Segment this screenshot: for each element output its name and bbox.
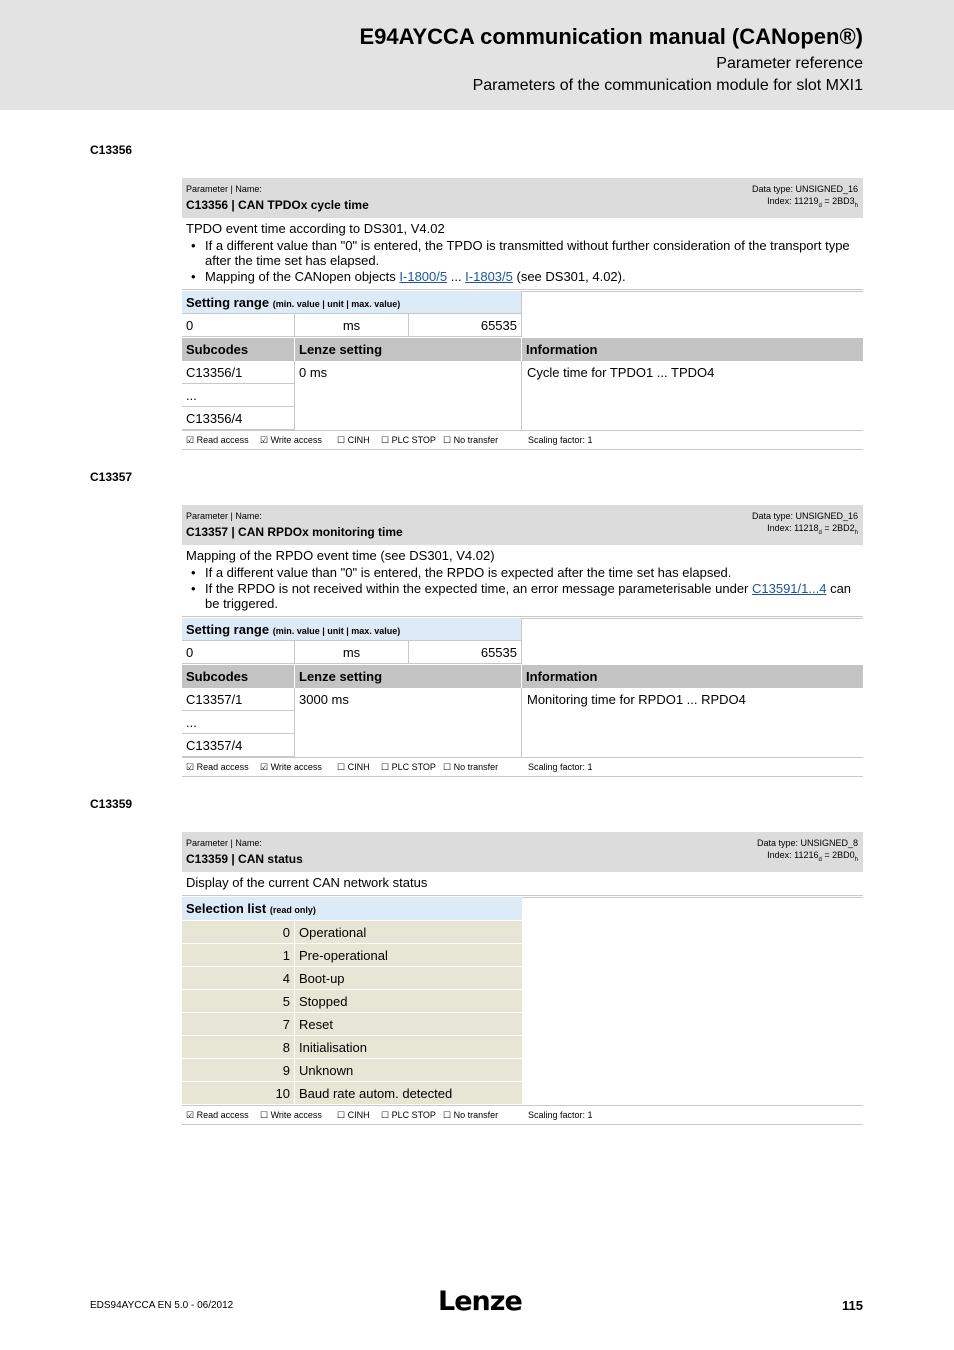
section-label-c13357: C13357 xyxy=(90,470,133,484)
description-text: TPDO event time according to DS301, V4.02 xyxy=(186,221,445,236)
read-access: ☑ Read access xyxy=(186,762,249,772)
write-access: ☐ Write access xyxy=(260,1110,322,1120)
param-title: C13356 | CAN TPDOx cycle time xyxy=(186,198,369,212)
setting-range-header: Setting range (min. value | unit | max. value) xyxy=(182,291,522,314)
data-type: Data type: UNSIGNED_8 xyxy=(756,838,858,848)
subcode-last: C13356/4 xyxy=(182,407,295,430)
selection-list-header: Selection list (read only) xyxy=(182,897,522,921)
no-transfer: ☐ No transfer xyxy=(443,762,499,772)
access-footer xyxy=(182,1105,863,1125)
plc-stop: ☐ PLC STOP xyxy=(381,762,436,772)
param-header xyxy=(182,832,863,872)
access-footer xyxy=(182,430,863,450)
col-information: Information xyxy=(526,669,598,684)
no-transfer: ☐ No transfer xyxy=(443,1110,499,1120)
read-access: ☑ Read access xyxy=(186,435,249,445)
subcodes-header xyxy=(182,665,863,688)
write-access: ☑ Write access xyxy=(260,762,322,772)
selection-item: 4 Boot-up xyxy=(182,967,522,990)
param-index: Index: $11219_d = 2BD3_h$ xyxy=(767,196,858,209)
setting-range-values xyxy=(182,314,863,338)
subcodes-body xyxy=(182,361,863,430)
param-block-c13356 xyxy=(182,178,863,450)
section-label-c13359: C13359 xyxy=(90,797,133,811)
manual-title: E94AYCCA communication manual (CANopen®) xyxy=(359,24,863,49)
read-access: ☑ Read access xyxy=(186,1110,249,1120)
selection-list xyxy=(182,897,863,1105)
information: Cycle time for TPDO1 ... TPDO4 xyxy=(527,365,715,380)
param-index: Index: $11218_d = 2BD2_h$ xyxy=(767,523,858,536)
chapter-title: Parameter reference xyxy=(716,55,863,72)
selection-item: 5 Stopped xyxy=(182,990,522,1013)
min-value: 0 xyxy=(182,641,295,664)
max-value: 65535 xyxy=(409,641,522,664)
selection-item: 1 Pre-operational xyxy=(182,944,522,967)
scaling-factor: Scaling factor: 1 xyxy=(528,762,593,772)
param-block-c13359 xyxy=(182,832,863,1125)
lenze-logo: Lenze xyxy=(438,1286,522,1317)
param-name-label: Parameter | Name: xyxy=(186,838,262,848)
link-i-1803-5[interactable]: I-1803/5 xyxy=(465,269,513,284)
min-value: 0 xyxy=(182,314,295,337)
information: Monitoring time for RPDO1 ... RPDO4 xyxy=(527,692,746,707)
unit: ms xyxy=(295,314,409,337)
link-c13591[interactable]: C13591/1...4 xyxy=(752,581,827,596)
param-description xyxy=(182,872,863,896)
col-information: Information xyxy=(526,342,598,357)
plc-stop: ☐ PLC STOP xyxy=(381,435,436,445)
cinh: ☐ CINH xyxy=(337,1110,370,1120)
subcode-first: C13357/1 xyxy=(182,688,295,711)
description-bullet: • Mapping of the CANopen objects I-1800/5 ... I-1803/5 (see DS301, 4.02). xyxy=(186,269,859,284)
col-lenze-setting: Lenze setting xyxy=(295,338,522,361)
lenze-setting: 3000 ms xyxy=(295,688,522,757)
selection-item: 10 Baud rate autom. detected xyxy=(182,1082,522,1105)
description-bullet: • If the RPDO is not received within the expected time, an error message parameterisable under C13591/1...4 can be triggered. xyxy=(186,581,859,611)
scaling-factor: Scaling factor: 1 xyxy=(528,435,593,445)
param-title: C13357 | CAN RPDOx monitoring time xyxy=(186,525,403,539)
description-text: Display of the current CAN network status xyxy=(186,875,428,890)
cinh: ☐ CINH xyxy=(337,762,370,772)
param-description xyxy=(182,218,863,290)
unit: ms xyxy=(295,641,409,664)
max-value: 65535 xyxy=(409,314,522,337)
description-text: Mapping of the RPDO event time (see DS301, V4.02) xyxy=(186,548,495,563)
cinh: ☐ CINH xyxy=(337,435,370,445)
subcodes-body xyxy=(182,688,863,757)
page-number: 115 xyxy=(842,1298,863,1313)
selection-item: 8 Initialisation xyxy=(182,1036,522,1059)
param-name-label: Parameter | Name: xyxy=(186,184,262,194)
description-bullet: • If a different value than "0" is entered, the RPDO is expected after the time set has elapsed. xyxy=(186,565,859,580)
page-header xyxy=(0,0,954,110)
subcode-first: C13356/1 xyxy=(182,361,295,384)
scaling-factor: Scaling factor: 1 xyxy=(528,1110,593,1120)
write-access: ☑ Write access xyxy=(260,435,322,445)
access-footer xyxy=(182,757,863,777)
subcodes-header xyxy=(182,338,863,361)
param-description xyxy=(182,545,863,617)
subcode-ellipsis: ... xyxy=(182,384,295,407)
setting-range-header: Setting range (min. value | unit | max. value) xyxy=(182,618,522,641)
param-name-label: Parameter | Name: xyxy=(186,511,262,521)
plc-stop: ☐ PLC STOP xyxy=(381,1110,436,1120)
selection-item: 9 Unknown xyxy=(182,1059,522,1082)
param-block-c13357 xyxy=(182,505,863,777)
data-type: Data type: UNSIGNED_16 xyxy=(751,511,858,521)
col-subcodes: Subcodes xyxy=(182,665,295,688)
doc-id: EDS94AYCCA EN 5.0 - 06/2012 xyxy=(90,1300,234,1311)
subcode-last: C13357/4 xyxy=(182,734,295,757)
lenze-setting: 0 ms xyxy=(295,361,522,430)
param-index: Index: $11216_d = 2BD0_h$ xyxy=(767,850,858,863)
selection-item: 0 Operational xyxy=(182,921,522,944)
param-header xyxy=(182,178,863,218)
setting-range-values xyxy=(182,641,863,665)
col-lenze-setting: Lenze setting xyxy=(295,665,522,688)
col-subcodes: Subcodes xyxy=(182,338,295,361)
param-header xyxy=(182,505,863,545)
selection-item: 7 Reset xyxy=(182,1013,522,1036)
subcode-ellipsis: ... xyxy=(182,711,295,734)
description-bullet: • If a different value than "0" is entered, the TPDO is transmitted without further consideration of the transport type after the time set has elapsed. xyxy=(186,238,859,268)
section-title: Parameters of the communication module for slot MXI1 xyxy=(472,77,863,94)
no-transfer: ☐ No transfer xyxy=(443,435,499,445)
param-title: C13359 | CAN status xyxy=(186,852,303,866)
link-i-1800-5[interactable]: I-1800/5 xyxy=(399,269,448,284)
section-label-c13356: C13356 xyxy=(90,143,133,157)
data-type: Data type: UNSIGNED_16 xyxy=(751,184,858,194)
